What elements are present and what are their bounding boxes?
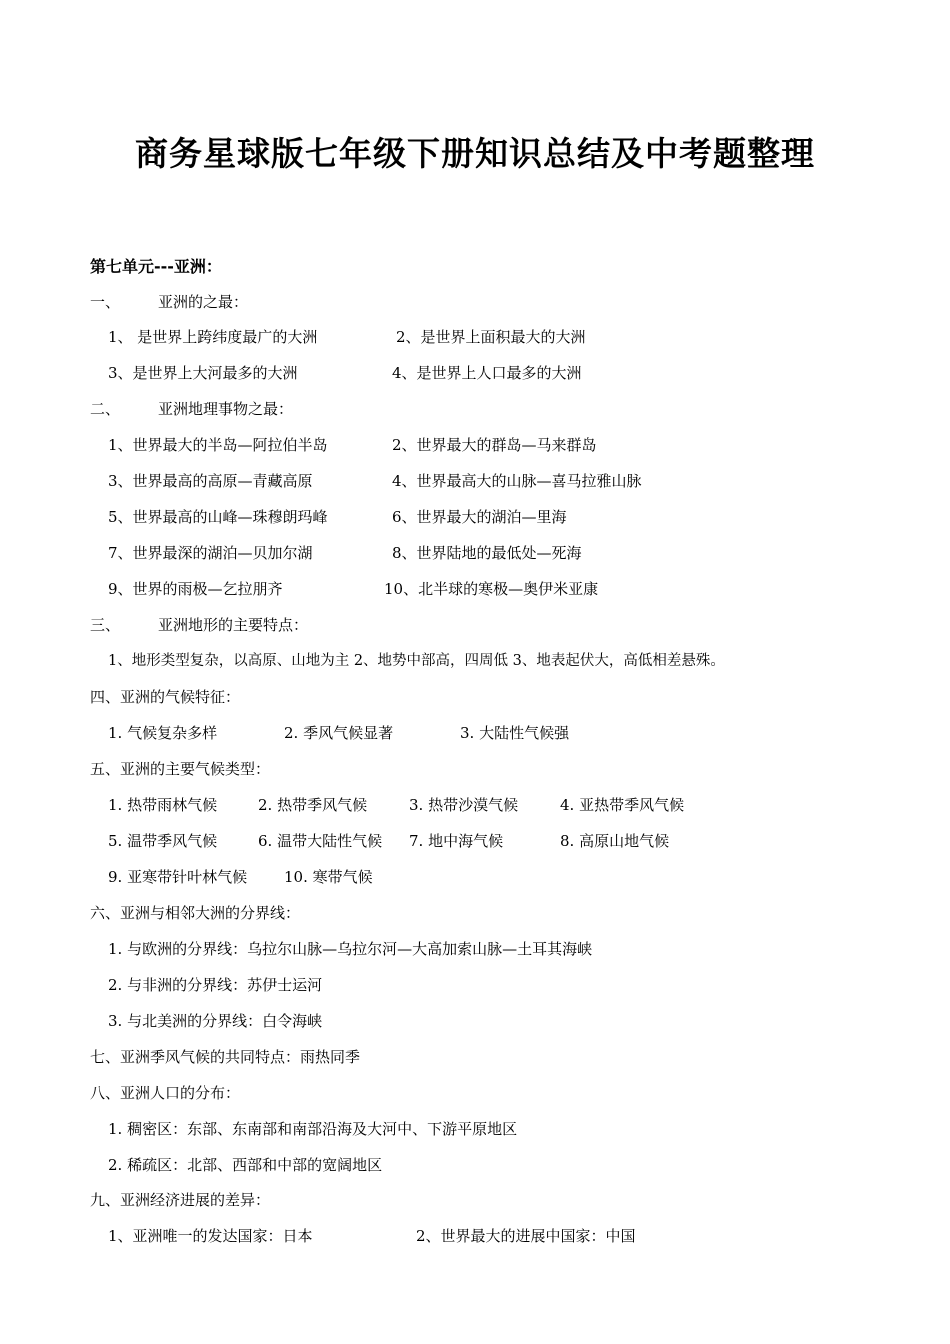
list-item: 1. 气候复杂多样: [108, 724, 218, 742]
list-item: 6、世界最大的湖泊—里海: [392, 508, 567, 526]
list-item: 10. 寒带气候: [284, 868, 373, 886]
section-number: 二、: [90, 400, 121, 418]
section-1-row-1: [108, 327, 848, 347]
list-item: 2、世界最大的进展中国家：中国: [416, 1227, 636, 1245]
list-item: 1. 热带雨林气候: [108, 796, 218, 814]
section-5-row-2: [108, 831, 848, 851]
section-2-row-4: [108, 543, 848, 563]
list-item: 5、世界最高的山峰—珠穆朗玛峰: [108, 508, 328, 526]
section-5-row-3: [108, 867, 848, 887]
list-item: 2. 稀疏区：北部、西部和中部的宽阔地区: [108, 1156, 383, 1174]
list-item: 3. 热带沙漠气候: [409, 796, 519, 814]
section-6-heading: 六、亚洲与相邻大洲的分界线：: [90, 904, 301, 922]
list-item: 8、世界陆地的最低处—死海: [392, 544, 582, 562]
section-1-row-2: [108, 363, 848, 383]
list-item: 4、是世界上人口最多的大洲: [392, 364, 582, 382]
list-item: 2. 季风气候显著: [284, 724, 394, 742]
list-item: 1、世界最大的半岛—阿拉伯半岛: [108, 436, 328, 454]
section-2-row-2: [108, 471, 848, 491]
list-item: 1. 稠密区：东部、东南部和南部沿海及大河中、下游平原地区: [108, 1120, 518, 1138]
section-3-line: 1、地形类型复杂，以高原、山地为主 2、地势中部高，四周低 3、地表起伏大，高低相差悬殊。: [108, 653, 725, 669]
list-item: 3. 大陆性气候强: [460, 724, 570, 742]
list-item: 8. 高原山地气候: [560, 832, 670, 850]
section-2-heading: [90, 399, 293, 419]
section-8-heading: 八、亚洲人口的分布：: [90, 1084, 241, 1102]
list-item: 2、世界最大的群岛—马来群岛: [392, 436, 597, 454]
list-item: 1. 与欧洲的分界线：乌拉尔山脉—乌拉尔河—大高加索山脉—土耳其海峡: [108, 940, 593, 958]
section-9-heading: 九、亚洲经济进展的差异：: [90, 1191, 271, 1209]
section-4-heading: 四、亚洲的气候特征：: [90, 688, 241, 706]
list-item: 3、世界最高的高原—青藏高原: [108, 472, 313, 490]
list-item: 4. 亚热带季风气候: [560, 796, 685, 814]
list-item: 4、世界最高大的山脉—喜马拉雅山脉: [392, 472, 642, 490]
list-item: 10、北半球的寒极—奥伊米亚康: [384, 580, 599, 598]
section-2-row-5: [108, 579, 848, 599]
section-title: 亚洲地理事物之最：: [158, 400, 294, 418]
list-item: 9、世界的雨极—乞拉朋齐: [108, 580, 283, 598]
section-title: 亚洲的之最：: [158, 293, 249, 311]
list-item: 9. 亚寒带针叶林气候: [108, 868, 248, 886]
list-item: 7、世界最深的湖泊—贝加尔湖: [108, 544, 313, 562]
list-item: 3. 与北美洲的分界线：白令海峡: [108, 1012, 323, 1030]
document-title: 商务星球版七年级下册知识总结及中考题整理: [135, 134, 815, 173]
list-item: 5. 温带季风气候: [108, 832, 218, 850]
list-item: 6. 温带大陆性气候: [258, 832, 383, 850]
list-item: 1、 是世界上跨纬度最广的大洲: [108, 328, 318, 346]
section-5-row-1: [108, 795, 848, 815]
list-item: 2. 与非洲的分界线：苏伊士运河: [108, 976, 323, 994]
section-4-row: [108, 723, 848, 743]
list-item: 2. 热带季风气候: [258, 796, 368, 814]
unit-heading: 第七单元---亚洲：: [90, 257, 222, 276]
section-2-row-3: [108, 507, 848, 527]
section-number: 三、: [90, 616, 121, 634]
section-7-heading: 七、亚洲季风气候的共同特点：雨热同季: [90, 1048, 361, 1066]
section-number: 一、: [90, 293, 121, 311]
list-item: 1、亚洲唯一的发达国家：日本: [108, 1227, 313, 1245]
section-3-heading: [90, 615, 308, 635]
list-item: 3、是世界上大河最多的大洲: [108, 364, 298, 382]
section-9-row: [108, 1226, 848, 1246]
list-item: 2、是世界上面积最大的大洲: [396, 328, 586, 346]
section-1-heading: [90, 292, 248, 312]
list-item: 7. 地中海气候: [409, 832, 504, 850]
section-title: 亚洲地形的主要特点：: [158, 616, 309, 634]
section-5-heading: 五、亚洲的主要气候类型：: [90, 760, 271, 778]
section-2-row-1: [108, 435, 848, 455]
